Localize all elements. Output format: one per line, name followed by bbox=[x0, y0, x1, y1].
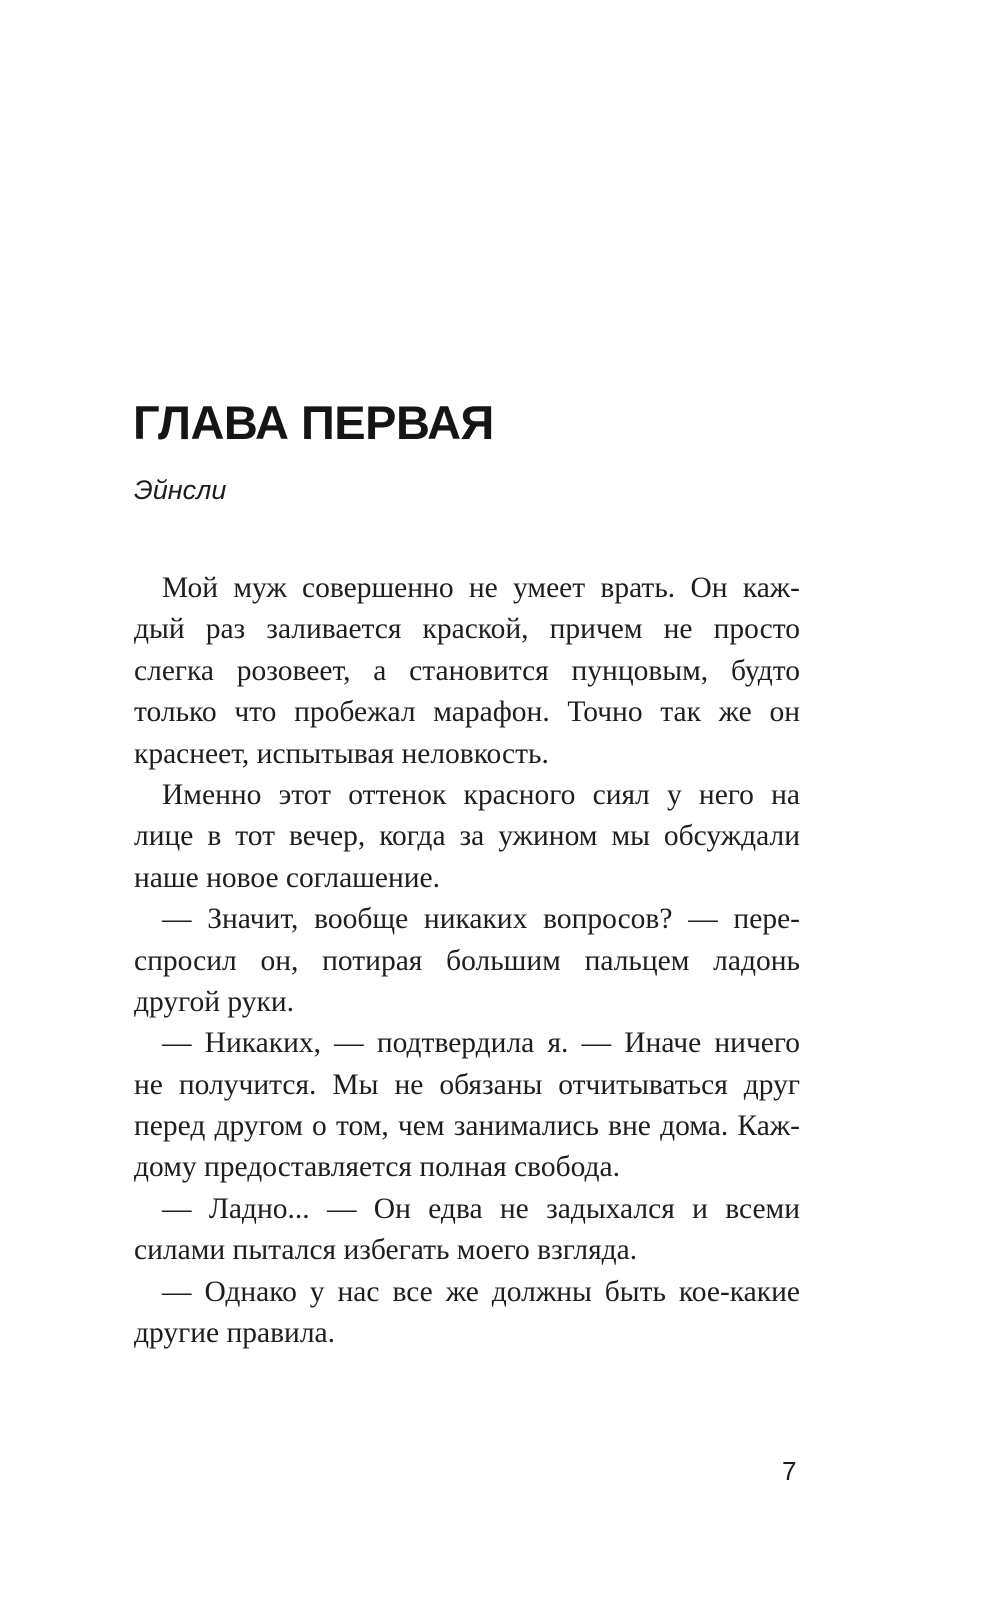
text-line: краснеет, испытывая неловкость. bbox=[134, 737, 549, 770]
text-line: Именно этот оттенок красного сиял у него на bbox=[162, 778, 800, 811]
text-line: дому предоставляется полная свобода. bbox=[134, 1151, 621, 1184]
text-line: — Значит, вообще никаких вопросов? — пере- bbox=[162, 903, 800, 936]
text-line: наше новое соглашение. bbox=[134, 861, 441, 894]
text-line: только что пробежал марафон. Точно так же он bbox=[134, 696, 800, 729]
text-line: другие правила. bbox=[134, 1317, 336, 1350]
chapter-narrator: Эйнсли bbox=[134, 475, 227, 505]
page-number: 7 bbox=[782, 1456, 797, 1486]
body-text bbox=[134, 568, 800, 1354]
chapter-title: ГЛАВА ПЕРВАЯ bbox=[133, 396, 494, 449]
text-line: не получится. Мы не обязаны отчитываться друг bbox=[134, 1068, 800, 1101]
text-line: — Ладно... — Он едва не задыхался и всеми bbox=[162, 1192, 800, 1225]
text-line: лице в тот вечер, когда за ужином мы обсуждали bbox=[134, 820, 800, 853]
text-line: силами пытался избегать моего взгляда. bbox=[134, 1234, 638, 1267]
text-line: другой руки. bbox=[134, 985, 295, 1018]
text-line: дый раз заливается краской, причем не просто bbox=[134, 613, 800, 646]
text-line: слегка розовеет, а становится пунцовым, будто bbox=[134, 654, 800, 687]
text-line: Мой муж совершенно не умеет врать. Он каж- bbox=[162, 572, 800, 604]
text-line: — Никаких, — подтвердила я. — Иначе ничего bbox=[162, 1027, 800, 1060]
text-line: перед другом о том, чем занимались вне дома. Каж- bbox=[134, 1110, 800, 1143]
text-line: спросил он, потирая большим пальцем ладонь bbox=[134, 944, 800, 977]
text-line: — Однако у нас все же должны быть кое-какие bbox=[162, 1275, 800, 1308]
